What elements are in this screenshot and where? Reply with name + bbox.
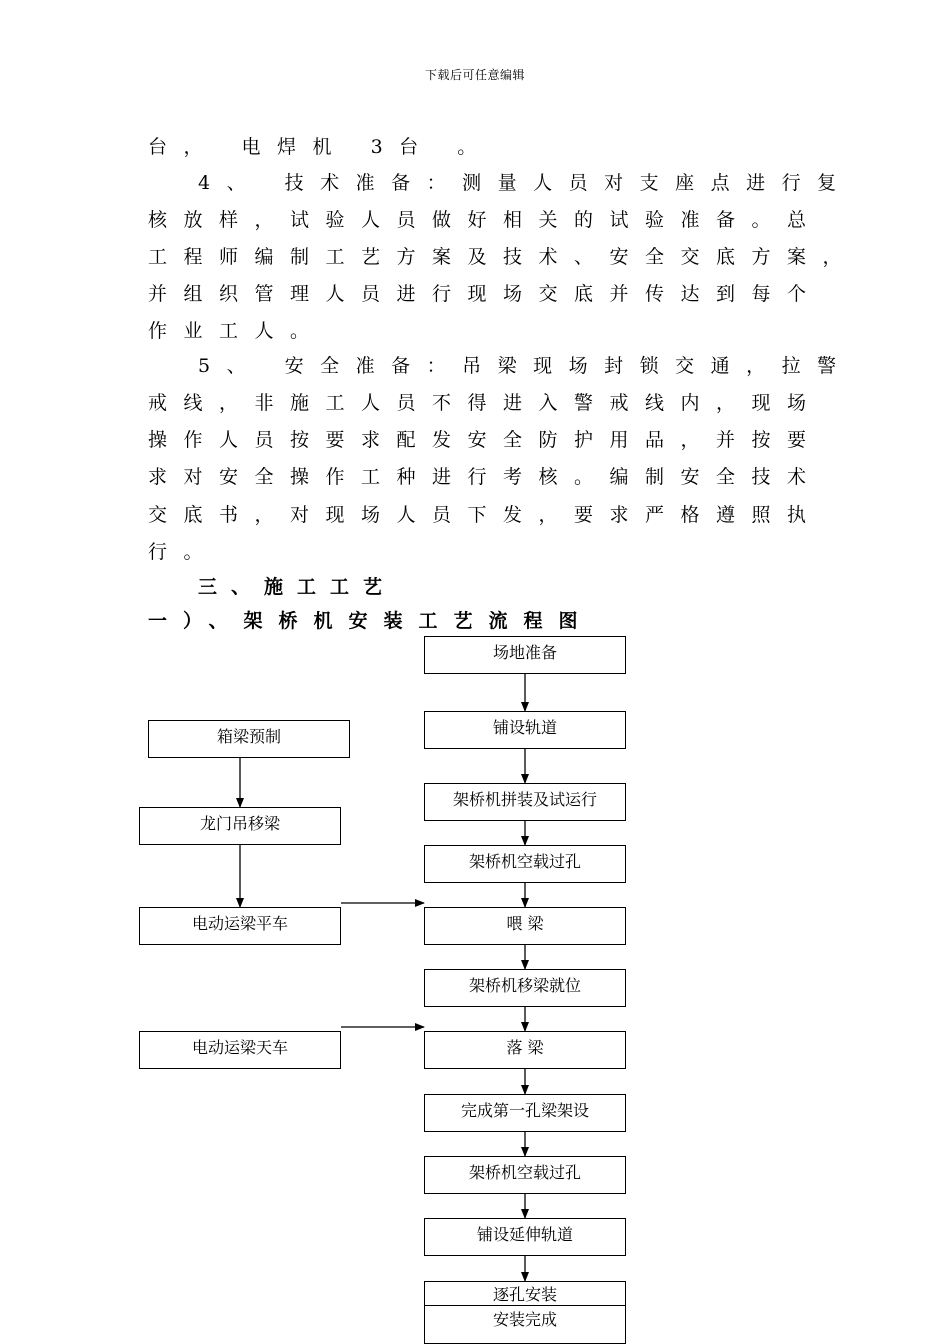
subsection-heading: 一）、架桥机安装工艺流程图 — [148, 610, 594, 632]
flow-step-first-span: 完成第一孔梁架设 — [424, 1094, 626, 1132]
paragraph-line: 戒线，非施工人员不得进入警戒线内，现场 — [148, 392, 823, 414]
flow-step-complete: 安装完成 — [424, 1305, 626, 1344]
paragraph-line: 行。 — [148, 541, 220, 563]
flow-step-move-beam: 架桥机移梁就位 — [424, 969, 626, 1007]
flow-side-gantry-move: 龙门吊移梁 — [139, 807, 341, 845]
paragraph-line: 工程师编制工艺方案及技术、安全交底方案， — [148, 246, 859, 268]
paragraph-line: 5、 安全准备：吊梁现场封锁交通，拉警 — [198, 355, 853, 377]
flow-step-empty-pass-2: 架桥机空载过孔 — [424, 1156, 626, 1194]
paragraph-line: 作业工人。 — [148, 320, 326, 342]
flow-step-extend-track: 铺设延伸轨道 — [424, 1218, 626, 1256]
paragraph-line: 4、 技术准备：测量人员对支座点进行复 — [198, 172, 853, 194]
flow-side-flat-car: 电动运梁平车 — [139, 907, 341, 945]
paragraph-line: 核放样，试验人员做好相关的试验准备。总 — [148, 209, 823, 231]
section-heading: 三、施工工艺 — [198, 576, 397, 598]
flow-step-assemble-trial: 架桥机拼装及试运行 — [424, 783, 626, 821]
paragraph-line: 台， 电焊机 3台 。 — [148, 136, 493, 158]
flow-step-span-install: 逐孔安装 — [424, 1281, 626, 1307]
flow-step-empty-pass: 架桥机空载过孔 — [424, 845, 626, 883]
flow-side-box-girder-precast: 箱梁预制 — [148, 720, 350, 758]
paragraph-line: 交底书，对现场人员下发，要求严格遵照执 — [148, 504, 823, 526]
flow-step-site-prep: 场地准备 — [424, 636, 626, 674]
paragraph-line: 并组织管理人员进行现场交底并传达到每个 — [148, 283, 823, 305]
flow-step-feed-beam: 喂 梁 — [424, 907, 626, 945]
paragraph-line: 求对安全操作工种进行考核。编制安全技术 — [148, 466, 823, 488]
flow-side-overhead-car: 电动运梁天车 — [139, 1031, 341, 1069]
page-header: 下载后可任意编辑 — [424, 68, 525, 82]
flow-step-drop-beam: 落 梁 — [424, 1031, 626, 1069]
flow-step-lay-track: 铺设轨道 — [424, 711, 626, 749]
paragraph-line: 操作人员按要求配发安全防护用品，并按要 — [148, 429, 823, 451]
